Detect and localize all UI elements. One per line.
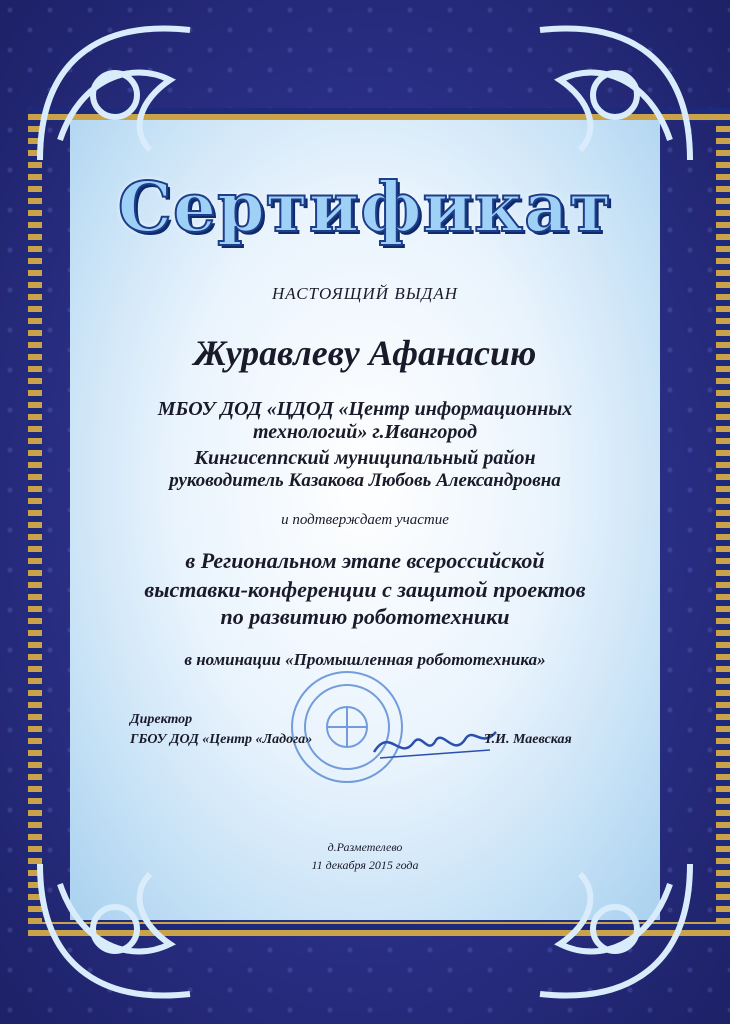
issue-date: 11 декабря 2015 года: [311, 858, 419, 872]
handwritten-signature: [370, 722, 500, 766]
event-line-2: выставки-конференции с защитой проектов: [144, 577, 586, 602]
organization-line-2: технологий» г.Ивангород: [252, 421, 478, 443]
organization-line-1: МБОУ ДОД «ЦДОД «Центр информационных: [157, 398, 573, 420]
recipient-name: Журавлеву Афанасию: [193, 333, 537, 373]
place: д.Разметелево: [327, 840, 403, 854]
organization-line-3: Кингисеппский муниципальный район: [194, 447, 536, 469]
issued-to-label: НАСТОЯЩИЙ ВЫДАН: [271, 284, 459, 303]
organization-line-4: руководитель Казакова Любовь Александровна: [169, 470, 561, 491]
place-and-date: [0, 838, 730, 874]
event-line-3: по развитию робототехники: [220, 604, 510, 629]
signer-organization: ГБОУ ДОД «Центр «Ладога»: [130, 732, 313, 747]
corner-ornament-top-left: [20, 0, 210, 190]
event-line-1: в Региональном этапе всероссийской: [185, 548, 545, 573]
signer-title: Директор: [130, 712, 193, 727]
confirm-participation: и подтверждает участие: [281, 512, 449, 528]
certificate-title: Сертификат: [117, 168, 613, 248]
signer-block: [130, 710, 312, 750]
corner-ornament-top-right: [520, 0, 710, 190]
nomination: в номинации «Промышленная робототехника»: [184, 650, 546, 669]
signer-name: Т.И. Маевская: [484, 732, 572, 747]
